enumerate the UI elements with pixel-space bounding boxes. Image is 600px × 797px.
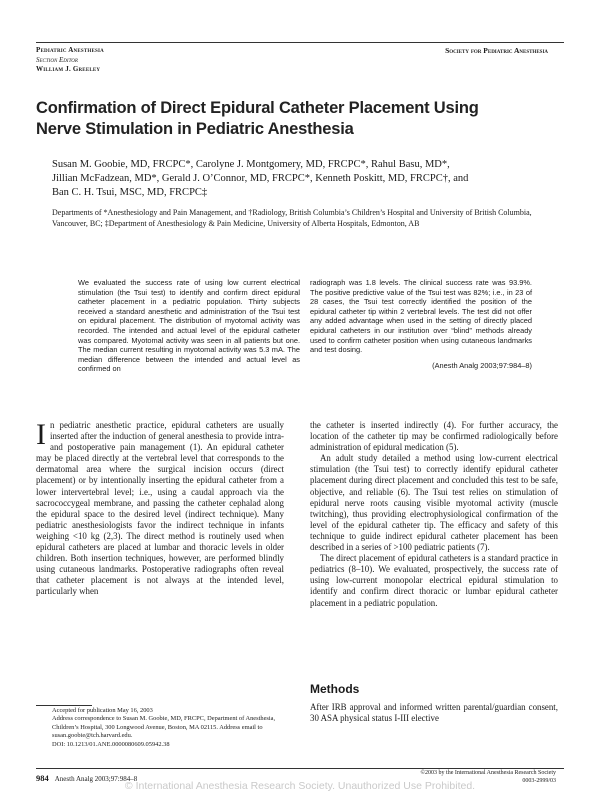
section-editor-label: Section Editor [36, 55, 78, 64]
society-header: Society for Pediatric Anesthesia [445, 46, 548, 55]
copyright-line-1: ©2003 by the International Anesthesia Research Society [420, 770, 556, 776]
title-line-2: Nerve Stimulation in Pediatric Anesthesia [36, 120, 354, 138]
abstract-column-2 [310, 278, 532, 370]
footnote-accepted: Accepted for publication May 16, 2003 [52, 707, 153, 714]
intro-paragraph: n pediatric anesthetic practice, epidural catheters are usually inserted after the induction of general anesthesia to provide intra- and postoperative pain management (1). An epidural catheter may be placed directly at the vertebral level that corresponds to the dermatomal area where the surgical incision occurs (direct placement) or by intentionally inserting the epidural catheter from a lower intervertebral level; i.e., using a caudal approach via the sacrococcygeal membrane, and passing the catheter cephalad along the epidural space to the desired level (indirect technique). Many pediatric anesthesiologists favor the indirect technique in infants weighing <10 kg (2,3). The direct method is routinely used when epidural catheters are placed at lumbar and thoracic levels in older children. Both insertion techniques, however, are performed blindly using cutaneous landmarks. Postoperative radiographs often reveal that catheter placement is not always at the intended level, particularly when [36, 420, 284, 597]
affiliations: Departments of *Anesthesiology and Pain Management, and †Radiology, British Columbia’s Children’s Hospital and University of British Columbia, Vancouver, BC; ‡Department of Anesthesiology & Pain Medicine, University of Alberta Hospitals, Edmonton, AB [52, 208, 532, 228]
abstract-column-1: We evaluated the success rate of using low current electrical stimulation (the Tsui test) to identify and confirm direct epidural catheter placement in a pediatric population. Thirty subjects received a standard anesthetic and administration of the Tsui test on epidural placement. The distribution of myotomal activity was recorded. The intended and actual level of the epidural catheter was compared. Myotomal activity was seen in all patients but one. The median current resulting in myotomal activity was 5.3 mA. The median difference between the intended and actual level as confirmed on [78, 278, 300, 374]
col2-paragraph-2: An adult study detailed a method using low-current electrical stimulation (the Tsui test) to correctly identify epidural catheter placement during direct placement and concluded this test to be safe, objective, and reliable (6). The Tsui test relies on stimulation of epidural nerve roots causing visible myotomal activity (muscle twitching), thus providing electrophysiological confirmation of the level of the epidural catheter tip. The efficacy and safety of this technique to guide indirect epidural catheter placement has been described in a series of >100 pediatric patients (7). [310, 453, 558, 553]
body-column-2 [310, 420, 558, 609]
methods-heading: Methods [310, 682, 360, 696]
section-editor-name: William J. Greeley [36, 65, 101, 73]
section-header [36, 46, 104, 75]
col2-paragraph-1: the catheter is inserted indirectly (4). For further accuracy, the location of the catheter tip may be confirmed radiologically before administration of epidural medication (5). [310, 420, 558, 453]
body-column-1 [36, 420, 284, 598]
authors-line-3: Ban C. H. Tsui, MSC, MD, FRCPC‡ [52, 187, 208, 198]
col2-paragraph-3: The direct placement of epidural catheters is a standard practice in pediatrics (8–10). We evaluated, prospectively, the success rate of using low-current monopolar electrical epidural stimulation to identify and confirm direct thoracic or lumbar epidural catheter placement in a pediatric population. [310, 553, 558, 608]
methods-paragraph: After IRB approval and informed written parental/guardian consent, 30 ASA physical status I-III elective [310, 702, 558, 724]
section-title: Pediatric Anesthesia [36, 46, 104, 54]
footnotes [52, 707, 290, 749]
page-number: 984 [36, 773, 49, 783]
footnote-doi: DOI: 10.1213/01.ANE.0000080609.05942.38 [52, 740, 170, 748]
copyright-line-2: 0003-2999/03 [522, 778, 556, 784]
abstract [78, 278, 540, 388]
footnote-address: Address correspondence to Susan M. Goobie, MD, FRCPC, Department of Anesthesia, Children’s Hospital, 300 Longwood Avenue, Boston, MA 02115. Address email to susan.goobie@tch.harvard.edu. [52, 715, 276, 740]
journal-reference: Anesth Analg 2003;97:984–8 [54, 775, 138, 783]
title-line-1: Confirmation of Direct Epidural Catheter Placement Using [36, 99, 479, 117]
watermark: © International Anesthesia Research Society. Unauthorized Use Prohibited. [124, 780, 476, 792]
abstract-column-2-text: radiograph was 1.8 levels. The clinical success rate was 93.9%. The positive predictive value of the Tsui test was 82%; i.e., in 23 of 28 cases, the Tsui test correctly identified the position of the epidural catheter tip within 2 vertebral levels. The test did not offer any added advantage when used in the setting of directly placed epidural catheters in our institution over “blind” methods already used to confirm catheter position when using cutaneous landmarks and test dosing. [310, 278, 532, 355]
authors-line-2: Jillian McFadzean, MD*, Gerald J. O’Connor, MD, FRCPC*, Kenneth Poskitt, MD, FRCPC†, and [52, 173, 469, 184]
footnote-rule [36, 705, 92, 706]
author-list [52, 158, 552, 200]
citation: (Anesth Analg 2003;97:984–8) [432, 360, 532, 370]
drop-cap: I [36, 418, 46, 451]
header-rule [36, 42, 564, 43]
authors-line-1: Susan M. Goobie, MD, FRCPC*, Carolyne J. Montgomery, MD, FRCPC*, Rahul Basu, MD*, [52, 159, 450, 170]
article-title [36, 98, 556, 140]
